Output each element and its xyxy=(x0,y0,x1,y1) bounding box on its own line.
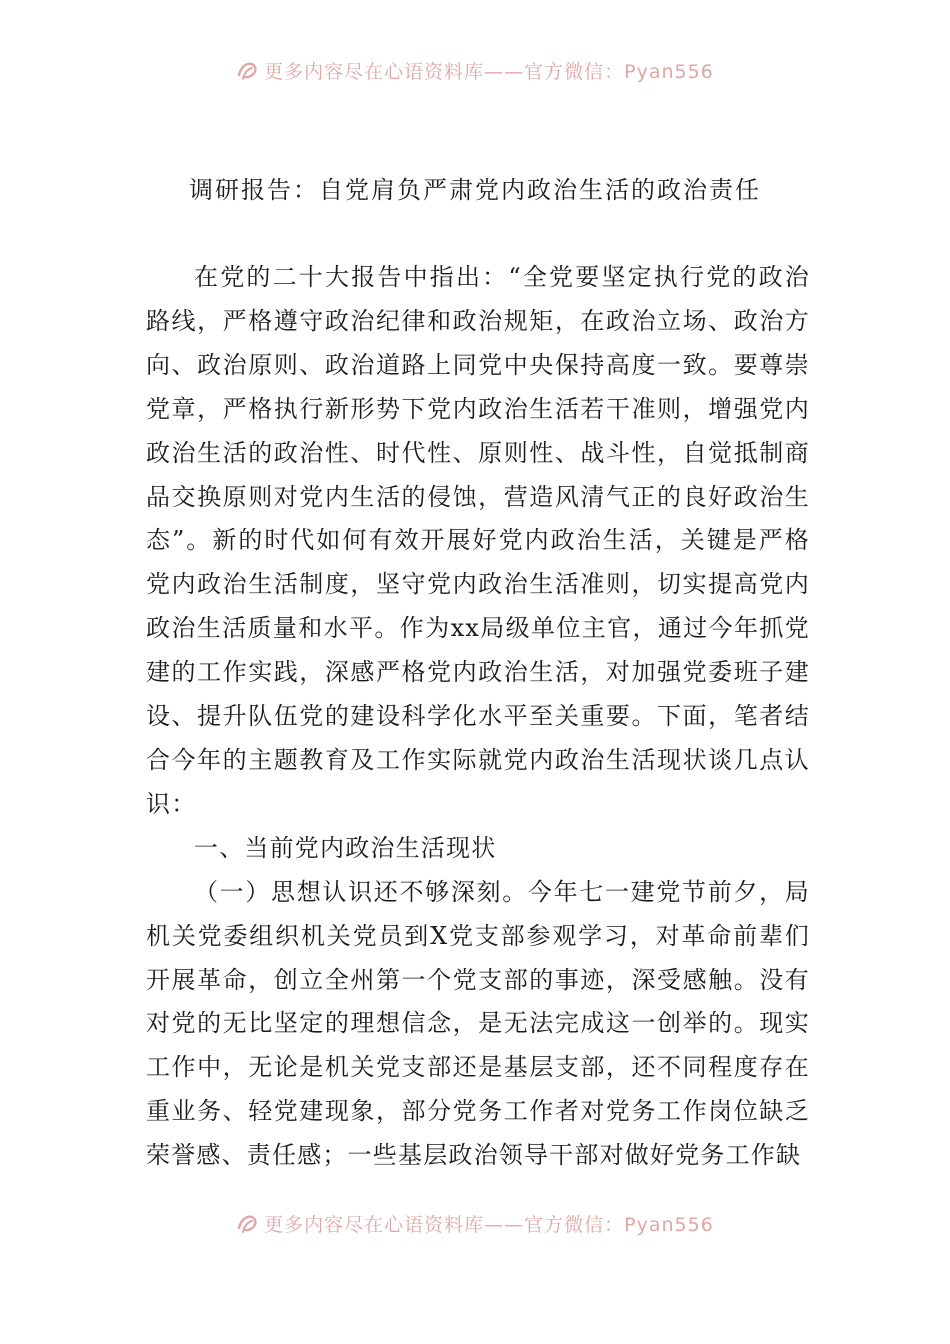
section-heading: 一、当前党内政治生活现状 xyxy=(194,833,497,862)
paragraph-intro: 在党的二十大报告中指出：“全党要坚定执行党的政治路线，严格遵守政治纪律和政治规矩，在政治立场、政治方向、政治原则、政治道路上同党中央保持高度一致。要尊崇党章，严格执行新形势下党内政治生活若干准则，增强党内政治生活的政治性、时代性、原则性、战斗性，自觉抵制商品交换原则对党内生活的侵蚀，营造风清气正的良好政治生态”。新的时代如何有效开展好党内政治生活，关键是严格党内政治生活制度，坚守党内政治生活准则，切实提高党内政治生活质量和水平。作为xx局级单位主官，通过今年抓党建的工作实践，深感严格党内政治生活，对加强党委班子建设、提升队伍党的建设科学化水平至关重要。下面，笔者结合今年的主题教育及工作实际就党内政治生活现状谈几点认识： xyxy=(146,263,810,818)
watermark-logo-icon xyxy=(236,1212,258,1234)
watermark-header-text: 更多内容尽在心语资料库——官方微信：Pyan556 xyxy=(264,60,714,83)
document-title: 调研报告：自党肩负严肃党内政治生活的政治责任 xyxy=(189,176,761,204)
paragraph-subsection-1: （一）思想认识还不够深刻。今年七一建党节前夕，局机关党委组织机关党员到X党支部参观学习，对革命前辈们开展革命，创立全州第一个党支部的事迹，深受感触。没有对党的无比坚定的理想信念，是无法完成这一创举的。现实工作中，无论是机关党支部还是基层支部，还不同程度存在重业务、轻党建现象，部分党务工作者对党务工作岗位缺乏荣誉感、责任感；一些基层政治领导干部对做好党务工作缺 xyxy=(146,877,810,1170)
watermark-footer-text: 更多内容尽在心语资料库——官方微信：Pyan556 xyxy=(264,1213,714,1236)
watermark-logo-icon xyxy=(236,59,258,81)
document-body xyxy=(146,256,810,1178)
watermark-footer xyxy=(0,1209,950,1237)
watermark-header xyxy=(0,56,950,84)
